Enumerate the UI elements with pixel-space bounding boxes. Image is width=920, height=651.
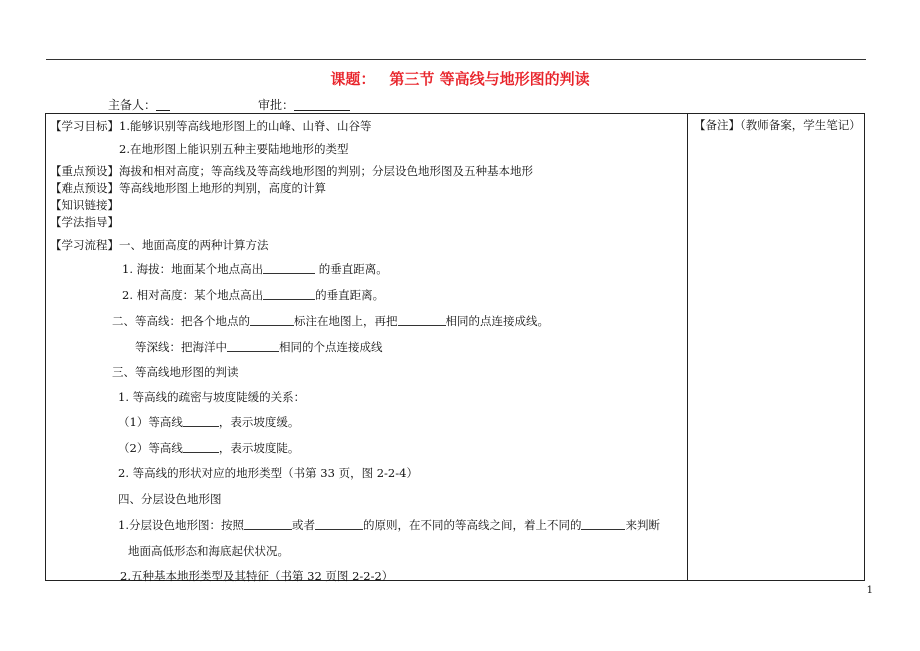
- layered-color-line-cont: 地面高低形态和海底起伏状况。: [128, 544, 289, 558]
- depth-contour-text: 等深线：把海洋中: [135, 340, 227, 354]
- notes-column-divider: [687, 113, 688, 581]
- layered-color-blank-2[interactable]: [315, 518, 363, 530]
- depth-contour-text-end: 相同的个点连接成线: [279, 340, 383, 354]
- relative-height-text: 2. 相对高度：某个地点高出: [122, 288, 264, 302]
- preparer-label: 主备人：: [108, 98, 157, 112]
- difficult-points: 【难点预设】等高线地形图上地形的判别，高度的计算: [50, 181, 326, 195]
- relative-height-line: [122, 288, 384, 302]
- contour-blank-2[interactable]: [398, 314, 446, 326]
- process-heading: 【学习流程】一、地面高度的两种计算方法: [50, 238, 269, 252]
- gentle-slope-text-end: ，表示坡度缓。: [218, 415, 300, 429]
- lesson-title: [0, 68, 920, 89]
- reviewer-blank: [294, 98, 350, 111]
- learning-goal-1: 【学习目标】1.能够识别等高线地形图上的山峰、山脊、山谷等: [50, 119, 372, 133]
- density-slope-heading: 1. 等高线的疏密与坡度陡缓的关系：: [118, 390, 306, 404]
- steep-slope-text-end: ，表示坡度陡。: [218, 441, 300, 455]
- gentle-slope-text: （1）等高线: [118, 415, 183, 429]
- layered-color-blank-1[interactable]: [244, 518, 292, 530]
- layered-color-text-4: 来判断: [625, 518, 660, 532]
- layered-color-blank-3[interactable]: [581, 518, 625, 530]
- layered-color-text-2: 或者: [291, 518, 315, 532]
- steep-slope-text: （2）等高线: [118, 441, 183, 455]
- depth-contour-def: [135, 340, 383, 354]
- preparer-blank: [156, 98, 170, 111]
- relative-height-blank[interactable]: [263, 288, 315, 300]
- layered-color-text-3: 的原则，在不同的等高线之间，着上不同的: [362, 518, 582, 532]
- steep-slope-line: [118, 441, 299, 455]
- knowledge-link: 【知识链接】: [50, 198, 119, 212]
- contour-line-def: [112, 314, 549, 328]
- page-number: 1: [866, 585, 873, 596]
- relative-height-text-end: 的垂直距离。: [315, 288, 385, 302]
- layered-color-text-1: 1.分层设色地形图：按照: [118, 518, 244, 532]
- altitude-blank[interactable]: [263, 262, 315, 274]
- learning-goal-2: 2.在地形图上能识别五种主要陆地地形的类型: [119, 142, 349, 156]
- altitude-text-end: 的垂直距离。: [315, 262, 388, 276]
- altitude-line: [122, 262, 388, 276]
- depth-contour-blank[interactable]: [227, 340, 279, 352]
- section-three-heading: 三、等高线地形图的判读: [112, 365, 239, 379]
- contour-text-3: 相同的点连接成线。: [445, 314, 549, 328]
- key-points: 【重点预设】海拔和相对高度；等高线及等高线地形图的判别；分层设色地形图及五种基本地形: [50, 164, 533, 178]
- reviewer-label: 审批：: [258, 98, 295, 112]
- gentle-slope-blank[interactable]: [183, 415, 219, 427]
- title-prefix: 课题：: [330, 70, 376, 88]
- title-main: 第三节 等高线与地形图的判读: [389, 70, 590, 88]
- contour-text-1: 二、等高线：把各个地点的: [112, 314, 250, 328]
- altitude-text: 1. 海拔：地面某个地点高出: [122, 262, 264, 276]
- layered-color-line: [118, 518, 660, 532]
- study-method: 【学法指导】: [50, 215, 119, 229]
- notes-column: 【备注】（教师备案，学生笔记）: [694, 118, 861, 132]
- gentle-slope-line: [118, 415, 299, 429]
- contour-shape-line: 2. 等高线的形状对应的地形类型（书第 33 页，图 2-2-4）: [118, 466, 418, 480]
- contour-text-2: 标注在地图上，再把: [294, 314, 398, 328]
- preparer-field: [108, 96, 170, 113]
- steep-slope-blank[interactable]: [183, 441, 219, 453]
- contour-blank-1[interactable]: [250, 314, 294, 326]
- basic-landforms-line: 2.五种基本地形类型及其特征（书第 32 页图 2-2-2）: [120, 569, 394, 583]
- section-four-heading: 四、分层设色地形图: [118, 492, 222, 506]
- header-rule: [46, 59, 866, 60]
- reviewer-field: [258, 96, 350, 113]
